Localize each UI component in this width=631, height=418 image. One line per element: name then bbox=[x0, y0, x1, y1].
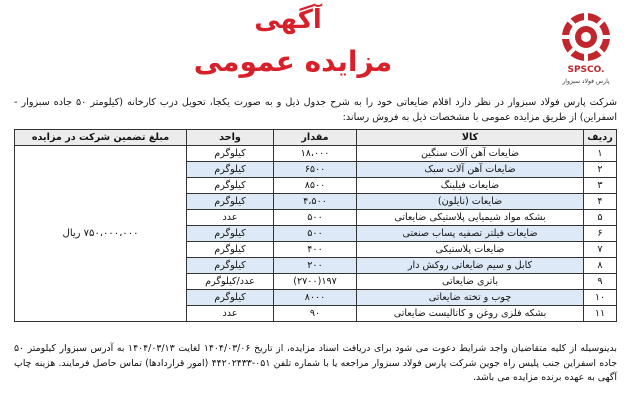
item-name: چوب و تخته ضایعاتی bbox=[357, 290, 584, 306]
item-quantity: ۱۸،۰۰۰ bbox=[274, 146, 357, 162]
item-name: ضایعات (نایلون) bbox=[357, 194, 584, 210]
row-number: ۹ bbox=[584, 274, 617, 290]
table-header-row bbox=[15, 130, 617, 146]
item-unit: کیلوگرم bbox=[187, 258, 274, 274]
header-row-number: ردیف bbox=[584, 130, 617, 146]
header-quantity: مقدار bbox=[274, 130, 357, 146]
row-number: ۲ bbox=[584, 162, 617, 178]
header-unit: واحد bbox=[187, 130, 274, 146]
logo-name: SPSCO. bbox=[567, 65, 605, 75]
item-quantity: ۶۵۰۰ bbox=[274, 162, 357, 178]
item-unit: کیلوگرم bbox=[187, 194, 274, 210]
company-logo bbox=[555, 9, 617, 93]
item-name: ضایعات فیلتر تصفیه پساب صنعتی bbox=[357, 226, 584, 242]
item-quantity: ۱۹۷(۲۷۰۰) bbox=[274, 274, 357, 290]
item-quantity: ۸۰۰۰ bbox=[274, 290, 357, 306]
row-number: ۴ bbox=[584, 194, 617, 210]
item-quantity: ۹۰ bbox=[274, 306, 357, 322]
footer-paragraph: بدینوسیله از کلیه متقاضیان واجد شرایط دعوت می شود برای دریافت اسناد مزایده، از تاریخ ۱۴۰۴/۰۳/۰۶ لغایت ۱۴۰۴/۰۳/۱۳ به آدرس سبزوار کیلومتر ۵۰ جاده اسفراین جنب پلیس راه جوین شرکت پارس فولاد سبزوار مراجعه یا با شماره تلفن ۰۵۱-۴۴۲۰۲۴۳۳ (امور قراردادها) تماس حاصل فرمایند. هزینه چاپ آگهی به عهده برنده مزایده می باشد. bbox=[14, 343, 618, 383]
item-quantity: ۴،۵۰۰ bbox=[274, 194, 357, 210]
item-name: ضایعات فیلینگ bbox=[357, 178, 584, 194]
row-number: ۱ bbox=[584, 146, 617, 162]
auction-items-table bbox=[14, 129, 617, 322]
item-unit: عدد bbox=[187, 210, 274, 226]
item-unit: کیلوگرم bbox=[187, 226, 274, 242]
row-number: ۷ bbox=[584, 242, 617, 258]
item-name: ضایعات آهن آلات سنگین bbox=[357, 146, 584, 162]
ad-title: آگهی bbox=[254, 5, 322, 35]
spsco-logo-icon bbox=[555, 9, 617, 65]
item-quantity: ۵۰۰ bbox=[274, 210, 357, 226]
item-name: باتری ضایعاتی bbox=[357, 274, 584, 290]
item-name: بشکه فلزی روغن و کاتالیست ضایعاتی bbox=[357, 306, 584, 322]
item-quantity: ۵۰۰ bbox=[274, 226, 357, 242]
item-unit: عدد/کیلوگرم bbox=[187, 274, 274, 290]
row-number: ۶ bbox=[584, 226, 617, 242]
logo-tagline: پارس فولاد سبزوار bbox=[562, 78, 610, 85]
deposit-amount: ۷۵۰،۰۰۰،۰۰۰ ریال bbox=[15, 146, 187, 322]
item-unit: کیلوگرم bbox=[187, 290, 274, 306]
item-name: کابل و سیم ضایعاتی روکش دار bbox=[357, 258, 584, 274]
row-number: ۵ bbox=[584, 210, 617, 226]
item-name: بشکه مواد شیمیایی پلاستیکی ضایعاتی bbox=[357, 210, 584, 226]
row-number: ۳ bbox=[584, 178, 617, 194]
item-quantity: ۲۰۰ bbox=[274, 258, 357, 274]
item-quantity: ۴۰۰ bbox=[274, 242, 357, 258]
item-name: ضایعات پلاستیکی bbox=[357, 242, 584, 258]
item-unit: کیلوگرم bbox=[187, 242, 274, 258]
item-unit: کیلوگرم bbox=[187, 162, 274, 178]
row-number: ۱۰ bbox=[584, 290, 617, 306]
row-number: ۸ bbox=[584, 258, 617, 274]
item-unit: کیلوگرم bbox=[187, 146, 274, 162]
table-row bbox=[15, 146, 617, 162]
item-name: ضایعات آهن آلات سبک bbox=[357, 162, 584, 178]
row-number: ۱۱ bbox=[584, 306, 617, 322]
header-item: کالا bbox=[357, 130, 584, 146]
ad-subtitle: مزایده عمومی bbox=[193, 45, 393, 78]
item-unit: عدد bbox=[187, 306, 274, 322]
intro-paragraph: شرکت پارس فولاد سبزوار در نظر دارد اقلام ضایعاتی خود را به شرح جدول ذیل و به صورت یکجا، تحویل درب کارخانه (کیلومتر ۵۰ جاده سبزوار - اسفراین) از طریق مزایده عمومی با مشخصات ذیل به فروش رساند: bbox=[14, 97, 617, 123]
advertisement bbox=[8, 3, 623, 414]
header-deposit: مبلغ تضمین شرکت در مزایده bbox=[15, 130, 187, 146]
item-quantity: ۸۵۰۰ bbox=[274, 178, 357, 194]
item-unit: کیلوگرم bbox=[187, 178, 274, 194]
